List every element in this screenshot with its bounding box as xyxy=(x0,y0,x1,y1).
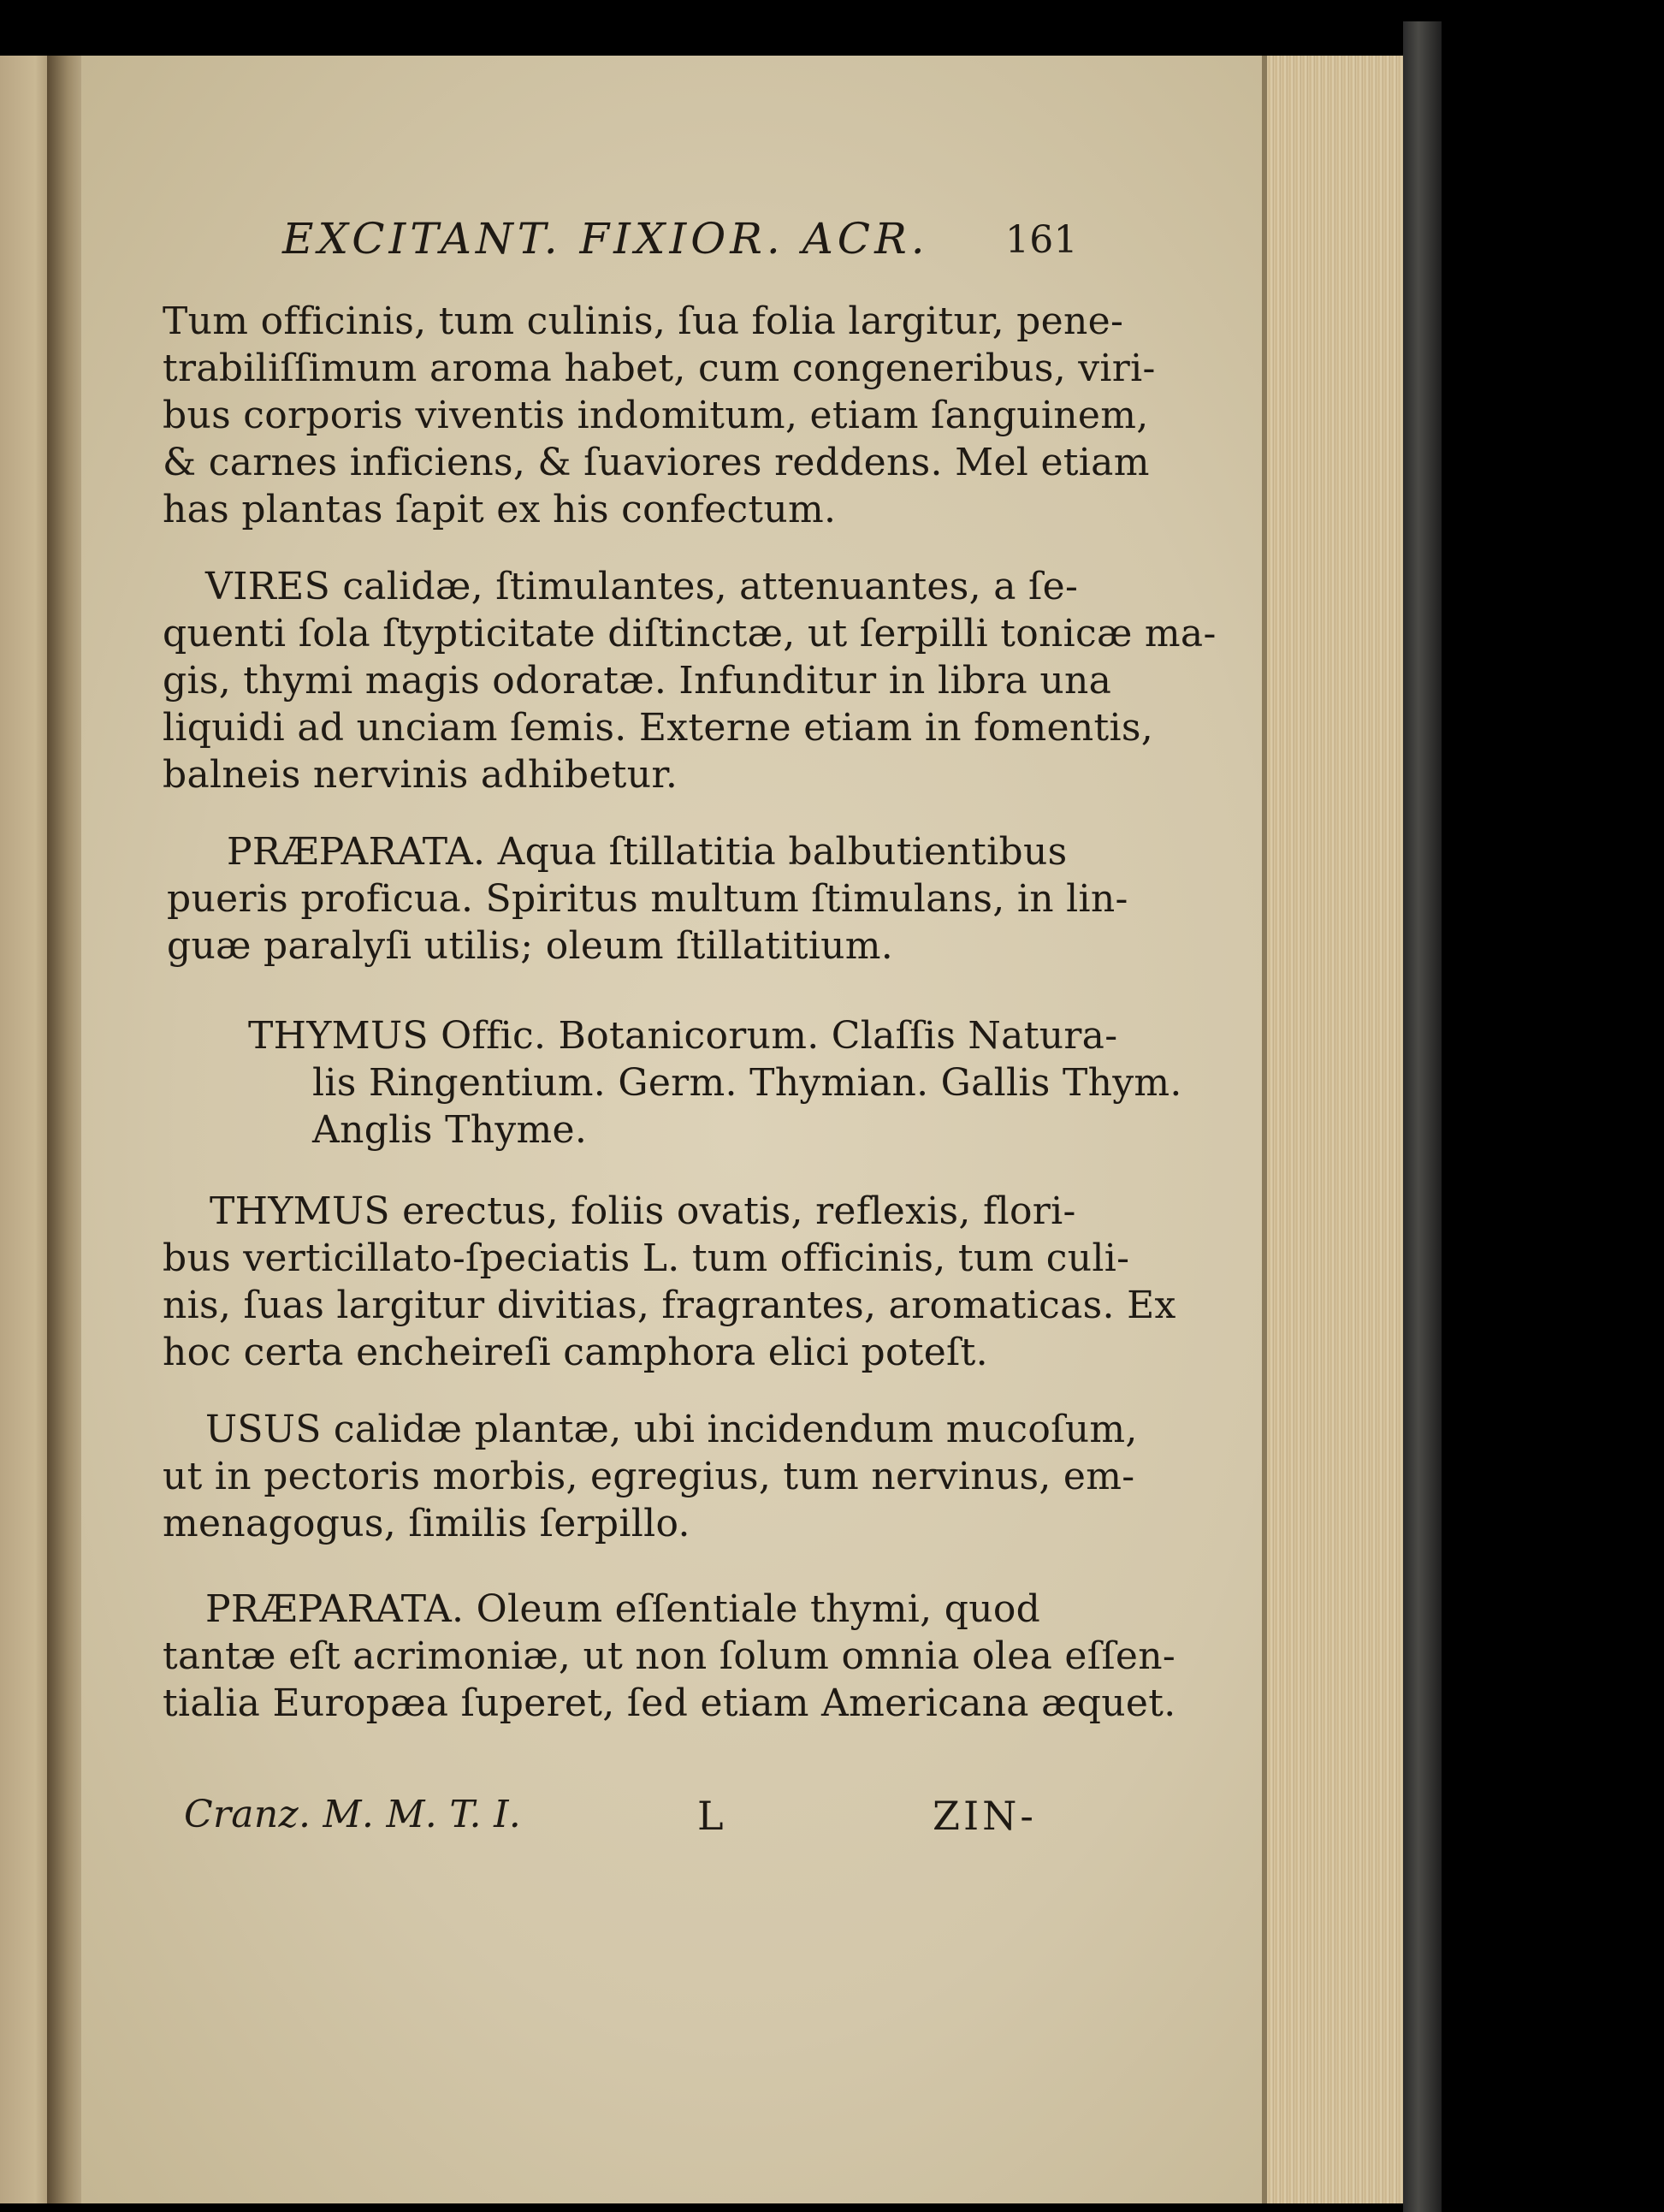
text-line: quenti ſola ſtypticitate diſtinctæ, ut ſerpilli tonicæ ma- xyxy=(163,612,1217,655)
text-line: Tum officinis, tum culinis, ſua folia largitur, pene- xyxy=(163,299,1124,343)
text-line: bus corporis viventis indomitum, etiam ſanguinem, xyxy=(163,394,1149,437)
text-line: has plantas ſapit ex his confectum. xyxy=(163,488,837,531)
text-line: THYMUS erectus, foliis ovatis, reflexis, flori- xyxy=(210,1189,1076,1233)
running-title: EXCITANT. FIXIOR. ACR. xyxy=(282,214,929,264)
text-line: lis Ringentium. Germ. Thymian. Gallis Thym. xyxy=(312,1061,1182,1105)
book-spread xyxy=(0,56,1437,2203)
text-line: VIRES calidæ, ſtimulantes, attenuantes, a ſe- xyxy=(205,565,1079,608)
text-line: menagogus, ſimilis ſerpillo. xyxy=(163,1502,690,1545)
text-line: gis, thymi magis odoratæ. Infunditur in libra una xyxy=(163,659,1112,703)
catchword: ZIN- xyxy=(933,1793,1037,1839)
text-line: guæ paralyſi utilis; oleum ſtillatitium. xyxy=(167,924,894,968)
book-page xyxy=(81,56,1270,2203)
text-line: hoc certa encheireſi camphora elici poteſt. xyxy=(163,1331,988,1374)
signature-mark: L xyxy=(697,1793,727,1839)
text-line: USUS calidæ plantæ, ubi incidendum mucoſum, xyxy=(205,1408,1138,1451)
text-line: ut in pectoris morbis, egregius, tum nervinus, em- xyxy=(163,1455,1135,1498)
text-line: Anglis Thyme. xyxy=(312,1108,588,1152)
text-line: nis, ſuas largitur divitias, fragrantes, aromaticas. Ex xyxy=(163,1284,1176,1327)
text-line: pueris proficua. Spiritus multum ſtimulans, in lin- xyxy=(167,877,1128,921)
text-line: THYMUS Offic. Botanicorum. Claſſis Natura- xyxy=(248,1014,1118,1058)
text-line: PRÆPARATA. Aqua ſtillatitia balbutientibus xyxy=(227,830,1068,874)
text-line: tantæ eſt acrimoniæ, ut non ſolum omnia olea eſſen- xyxy=(163,1634,1176,1678)
page-text xyxy=(81,56,1270,2203)
page-block-edge xyxy=(1262,56,1421,2203)
text-line: liquidi ad unciam ſemis. Externe etiam in fomentis, xyxy=(163,706,1154,750)
text-line: & carnes inficiens, & ſuaviores reddens. Mel etiam xyxy=(163,441,1150,484)
page-number: 161 xyxy=(1005,218,1078,262)
signature-left: Cranz. M. M. T. I. xyxy=(184,1793,522,1836)
text-line: trabiliſſimum aroma habet, cum congeneribus, viri- xyxy=(163,347,1156,390)
book-cover-edge xyxy=(1403,21,1442,2212)
text-line: bus verticillato-ſpeciatis L. tum officinis, tum culi- xyxy=(163,1236,1130,1280)
text-line: tialia Europæa ſuperet, ſed etiam Americana æquet. xyxy=(163,1681,1176,1725)
text-line: PRÆPARATA. Oleum eſſentiale thymi, quod xyxy=(205,1587,1041,1631)
text-line: balneis nervinis adhibetur. xyxy=(163,753,678,797)
